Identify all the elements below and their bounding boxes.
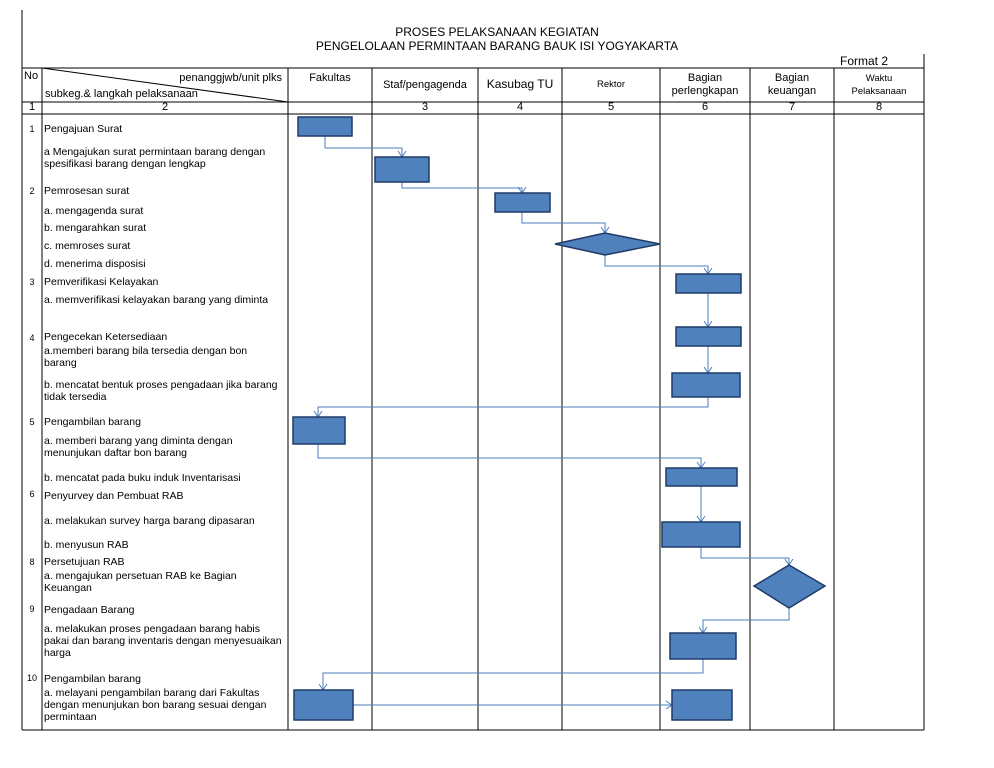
process-box-kasubag-1 — [495, 193, 550, 212]
header-staf-pengagenda: Staf/pengagenda — [383, 79, 467, 91]
header-no: No — [24, 70, 39, 82]
process-box-perlengkapan-1 — [676, 274, 741, 293]
step-item: a. melayani pengambilan barang dari Fakultas dengan menunjukan bon barang sesuai dengan permintaan — [44, 687, 267, 723]
format-label: Format 2 — [840, 54, 889, 68]
step-heading: Pengambilan barang — [44, 673, 141, 685]
title-line-2: PENGELOLAAN PERMINTAAN BARANG BAUK ISI YOGYAKARTA — [315, 39, 679, 53]
connectors — [318, 136, 789, 705]
connector-11 — [703, 608, 789, 633]
process-box-perlengkapan-3 — [672, 373, 740, 397]
column-number-3: 3 — [421, 101, 429, 113]
step-item: a. melakukan survey harga barang dipasaran — [44, 515, 255, 527]
process-box-perlengkapan-5 — [662, 522, 740, 547]
step-item: a. memverifikasi kelayakan barang yang diminta — [44, 294, 269, 306]
row-number: 4 — [29, 333, 35, 343]
step-heading: Persetujuan RAB — [44, 556, 125, 568]
title-line-1: PROSES PELAKSANAAN KEGIATAN — [395, 25, 599, 39]
step-heading: Penyurvey dan Pembuat RAB — [44, 490, 184, 502]
process-box-staf-1 — [375, 157, 429, 182]
header-penanggung-jawab: penanggjwb/unit plks — [179, 72, 282, 84]
step-item: a. mengajukan persetuan RAB ke Bagian Keuangan — [44, 570, 237, 594]
column-number-1: 1 — [28, 101, 36, 113]
row-number: 9 — [29, 604, 35, 614]
step-item: a Mengajukan surat permintaan barang dengan spesifikasi barang dengan lengkap — [44, 146, 266, 170]
step-heading: Pengambilan barang — [44, 416, 141, 428]
step-heading: Pemrosesan surat — [44, 185, 130, 197]
process-shapes — [293, 117, 825, 720]
step-heading: Pengecekan Ketersediaan — [44, 331, 168, 343]
step-item: a. melakukan proses pengadaan barang habis pakai dan barang inventaris dengan menyesuaikan harga — [44, 623, 282, 659]
step-item: b. mencatat bentuk proses pengadaan jika barang tidak tersedia — [44, 379, 278, 403]
step-item: a.memberi barang bila tersedia dengan bon barang — [44, 345, 248, 369]
decision-diamond-keuangan — [754, 565, 825, 608]
step-item: c. memroses surat — [44, 240, 131, 252]
connector-2 — [402, 182, 522, 193]
row-number: 3 — [29, 277, 35, 287]
process-box-perlengkapan-2 — [676, 327, 741, 346]
connector-4 — [605, 255, 708, 274]
decision-diamond-rektor — [555, 233, 660, 255]
process-box-fakultas-3 — [294, 690, 353, 720]
column-number-6: 6 — [701, 101, 709, 113]
header-kasubag-tu: Kasubag TU — [486, 77, 554, 91]
column-number-5: 5 — [607, 101, 615, 113]
connector-8 — [318, 444, 701, 468]
row-number: 2 — [29, 186, 35, 196]
column-number-2: 2 — [161, 101, 169, 113]
header-waktu-line2: Pelaksanaan — [851, 86, 907, 97]
step-item: b. mengarahkan surat — [44, 222, 147, 234]
connector-12 — [323, 659, 703, 690]
column-number-7: 7 — [788, 101, 796, 113]
step-heading: Pemverifikasi Kelayakan — [44, 276, 159, 288]
step-item: d. menerima disposisi — [44, 258, 146, 270]
connector-10 — [701, 547, 789, 565]
process-box-perlengkapan-4 — [666, 468, 737, 486]
step-heading: Pengadaan Barang — [44, 604, 135, 616]
row-number: 1 — [29, 124, 35, 134]
column-number-4: 4 — [516, 101, 524, 113]
row-number: 6 — [29, 489, 35, 499]
process-box-fakultas-2 — [293, 417, 345, 444]
step-item: b. mencatat pada buku induk Inventarisasi — [44, 472, 241, 484]
arrow-heads — [314, 151, 793, 709]
step-heading: Pengajuan Surat — [44, 123, 123, 135]
connector-7 — [318, 397, 708, 417]
column-number-8: 8 — [875, 101, 883, 113]
step-item: a. mengagenda surat — [44, 205, 144, 217]
header-rektor: Rektor — [597, 79, 625, 90]
header-waktu-line1: Waktu — [865, 73, 893, 84]
header-keuangan-line2: keuangan — [767, 85, 817, 97]
row-number: 10 — [26, 673, 37, 683]
process-box-perlengkapan-7 — [672, 690, 732, 720]
process-box-perlengkapan-6 — [670, 633, 736, 659]
header-subkegiatan: subkeg.& langkah pelaksanaan — [45, 88, 198, 100]
connector-1 — [325, 136, 402, 157]
row-number: 5 — [29, 417, 35, 427]
header-keuangan-line1: Bagian — [774, 72, 810, 84]
step-item: a. memberi barang yang diminta dengan menunjukan daftar bon barang — [44, 435, 233, 459]
header-perlengkapan-line2: perlengkapan — [671, 85, 739, 97]
connector-3 — [522, 212, 605, 233]
header-perlengkapan-line1: Bagian — [687, 72, 723, 84]
table-grid — [22, 10, 924, 730]
step-item: b. menyusun RAB — [44, 539, 129, 551]
row-number: 8 — [29, 557, 35, 567]
process-box-fakultas-1 — [298, 117, 352, 136]
header-fakultas: Fakultas — [309, 72, 351, 84]
